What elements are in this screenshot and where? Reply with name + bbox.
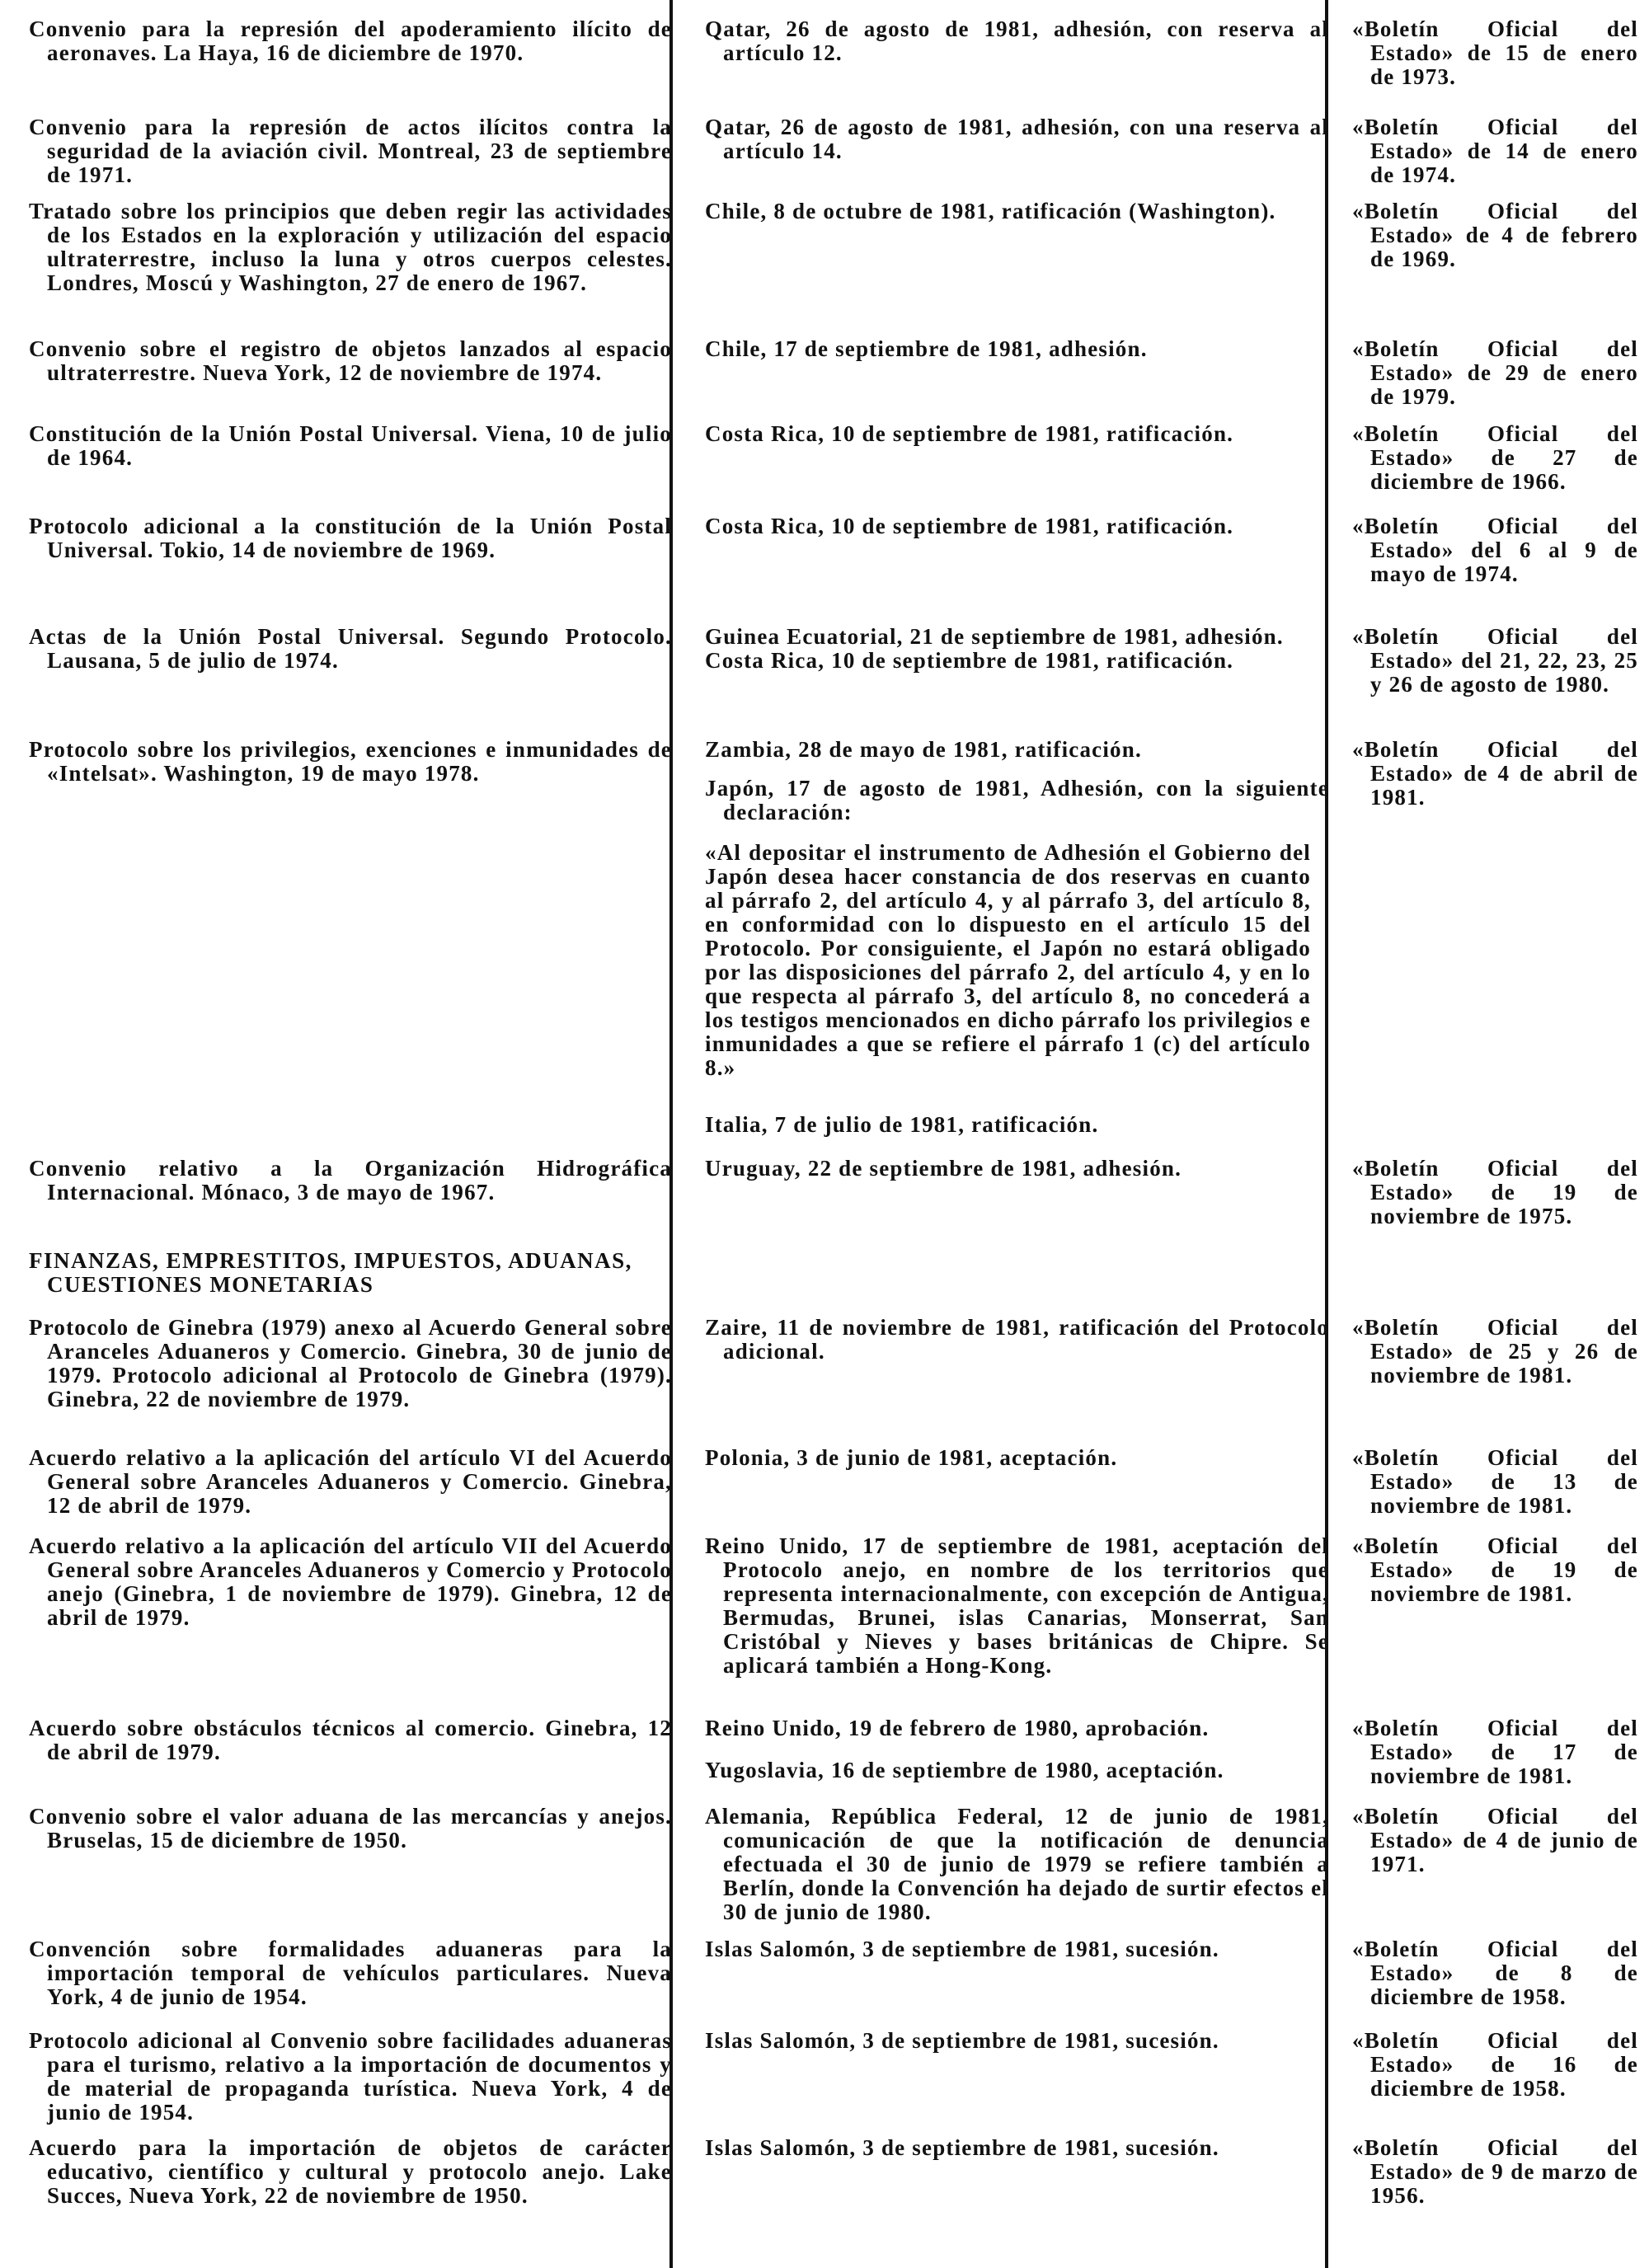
state-action: Chile, 8 de octubre de 1981, ratificación (Washington).: [705, 199, 1276, 223]
section-heading: FINANZAS, EMPRESTITOS, IMPUESTOS, ADUANAS, CUESTIONES MONETARIAS: [29, 1248, 632, 1297]
treaty-title: Acuerdo sobre obstáculos técnicos al comercio. Ginebra, 12 de abril de 1979.: [29, 1716, 672, 1764]
state-action: Islas Salomón, 3 de septiembre de 1981, sucesión.: [705, 1937, 1219, 1961]
boe-reference: «Boletín Oficial del Estado» de 15 de enero de 1973.: [1352, 16, 1638, 89]
boe-reference: «Boletín Oficial del Estado» de 19 de noviembre de 1981.: [1352, 1533, 1638, 1606]
boe-reference: «Boletín Oficial del Estado» de 4 de abril de 1981.: [1352, 737, 1638, 810]
state-action: Islas Salomón, 3 de septiembre de 1981, sucesión.: [705, 2028, 1219, 2053]
boe-reference: «Boletín Oficial del Estado» del 6 al 9 de mayo de 1974.: [1352, 514, 1638, 586]
state-action: Polonia, 3 de junio de 1981, aceptación.: [705, 1445, 1118, 1470]
treaty-title: Convenio sobre el registro de objetos lanzados al espacio ultraterrestre. Nueva York, 12 de noviembre de 1974.: [29, 336, 672, 385]
state-action: Reino Unido, 17 de septiembre de 1981, aceptación del Protocolo anejo, en nombre de los territorios que representa internacionalmente, con excepción de Antigua, Bermudas, Brunei, islas Canarias, Monserrat, San Cristóbal y Nieves y bases británicas de Chipre. Se aplicará también a Hong-Kong.: [705, 1533, 1329, 1678]
state-action: Islas Salomón, 3 de septiembre de 1981, sucesión.: [705, 2135, 1219, 2160]
boe-reference: «Boletín Oficial del Estado» de 14 de enero de 1974.: [1352, 115, 1638, 187]
boe-reference: «Boletín Oficial del Estado» de 4 de junio de 1971.: [1352, 1804, 1638, 1876]
state-action: Japón, 17 de agosto de 1981, Adhesión, con la siguiente declaración:: [705, 776, 1329, 824]
state-action: Costa Rica, 10 de septiembre de 1981, ratificación.: [705, 514, 1234, 538]
treaty-title: Convención sobre formalidades aduaneras para la importación temporal de vehículos particulares. Nueva York, 4 de junio de 1954.: [29, 1937, 672, 2009]
treaty-title: Constitución de la Unión Postal Universal. Viena, 10 de julio de 1964.: [29, 421, 672, 470]
boe-reference: «Boletín Oficial del Estado» de 27 de diciembre de 1966.: [1352, 421, 1638, 494]
boe-reference: «Boletín Oficial del Estado» de 17 de noviembre de 1981.: [1352, 1716, 1638, 1788]
treaty-title: Acuerdo relativo a la aplicación del artículo VII del Acuerdo General sobre Aranceles Aduaneros y Comercio y Protocolo anejo (Ginebra, 1 de noviembre de 1979). Ginebra, 12 de abril de 1979.: [29, 1533, 672, 1630]
boe-reference: «Boletín Oficial del Estado» del 21, 22, 23, 25 y 26 de agosto de 1980.: [1352, 624, 1638, 697]
treaty-title: Acuerdo para la importación de objetos de carácter educativo, científico y cultural y protocolo anejo. Lake Succes, Nueva York, 22 de noviembre de 1950.: [29, 2135, 672, 2208]
treaty-title: Protocolo adicional a la constitución de la Unión Postal Universal. Tokio, 14 de noviembre de 1969.: [29, 514, 672, 562]
treaty-title: Protocolo de Ginebra (1979) anexo al Acuerdo General sobre Aranceles Aduaneros y Comercio. Ginebra, 30 de junio de 1979. Protocolo adicional al Protocolo de Ginebra (1979). Ginebra, 22 de noviembre de 1979.: [29, 1315, 672, 1411]
boe-reference: «Boletín Oficial del Estado» de 4 de febrero de 1969.: [1352, 199, 1638, 271]
state-action: Alemania, República Federal, 12 de junio de 1981, comunicación de que la notificación de denuncia efectuada el 30 de junio de 1979 se refiere también a Berlín, donde la Convención ha dejado de surtir efectos el 30 de junio de 1980.: [705, 1804, 1329, 1924]
treaty-title: Acuerdo relativo a la aplicación del artículo VI del Acuerdo General sobre Aranceles Aduaneros y Comercio. Ginebra, 12 de abril de 1979.: [29, 1445, 672, 1518]
treaty-title: Tratado sobre los principios que deben regir las actividades de los Estados en la exploración y utilización del espacio ultraterrestre, incluso la luna y otros cuerpos celestes. Londres, Moscú y Washington, 27 de enero de 1967.: [29, 199, 672, 295]
treaty-title: Protocolo adicional al Convenio sobre facilidades aduaneras para el turismo, relativo a la importación de documentos y de material de propaganda turística. Nueva York, 4 de junio de 1954.: [29, 2028, 672, 2125]
state-action: Qatar, 26 de agosto de 1981, adhesión, con una reserva al artículo 14.: [705, 115, 1329, 163]
state-action: Reino Unido, 19 de febrero de 1980, aprobación.: [705, 1716, 1210, 1740]
boe-reference: «Boletín Oficial del Estado» de 9 de marzo de 1956.: [1352, 2135, 1638, 2208]
boe-reference: «Boletín Oficial del Estado» de 13 de noviembre de 1981.: [1352, 1445, 1638, 1518]
state-action: Zaire, 11 de noviembre de 1981, ratificación del Protocolo adicional.: [705, 1315, 1329, 1364]
state-action: «Al depositar el instrumento de Adhesión el Gobierno del Japón desea hacer constancia de dos reservas en cuanto al párrafo 2, del artículo 4, y al párrafo 3, del artículo 8, en conformidad con lo dispuesto en el artículo 15 del Protocolo. Por consiguiente, el Japón no estará obligado por las disposiciones del párrafo 2, del artículo 4, y en lo que respecta al párrafo 3, del artículo 8, no concederá a los testigos mencionados en dicho párrafo los privilegios e inmunidades a que se refiere el párrafo 1 (c) del artículo 8.»: [705, 840, 1311, 1080]
state-action: Uruguay, 22 de septiembre de 1981, adhesión.: [705, 1156, 1182, 1181]
state-action: Guinea Ecuatorial, 21 de septiembre de 1981, adhesión.: [705, 624, 1284, 649]
state-action: Qatar, 26 de agosto de 1981, adhesión, con reserva al artículo 12.: [705, 16, 1329, 65]
state-action: Zambia, 28 de mayo de 1981, ratificación.: [705, 737, 1142, 762]
boe-reference: «Boletín Oficial del Estado» de 8 de diciembre de 1958.: [1352, 1937, 1638, 2009]
boe-reference: «Boletín Oficial del Estado» de 19 de noviembre de 1975.: [1352, 1156, 1638, 1228]
treaty-title: Convenio sobre el valor aduana de las mercancías y anejos. Bruselas, 15 de diciembre de 1950.: [29, 1804, 672, 1852]
treaty-title: Protocolo sobre los privilegios, exenciones e inmunidades de «Intelsat». Washington, 19 de mayo 1978.: [29, 737, 672, 786]
boe-reference: «Boletín Oficial del Estado» de 25 y 26 de noviembre de 1981.: [1352, 1315, 1638, 1388]
treaty-title: Convenio para la represión de actos ilícitos contra la seguridad de la aviación civil. Montreal, 23 de septiembre de 1971.: [29, 115, 672, 187]
state-action: Italia, 7 de julio de 1981, ratificación.: [705, 1112, 1099, 1137]
state-action: Costa Rica, 10 de septiembre de 1981, ratificación.: [705, 648, 1234, 673]
state-action: Chile, 17 de septiembre de 1981, adhesión.: [705, 336, 1148, 361]
boe-reference: «Boletín Oficial del Estado» de 16 de diciembre de 1958.: [1352, 2028, 1638, 2101]
treaty-title: Actas de la Unión Postal Universal. Segundo Protocolo. Lausana, 5 de julio de 1974.: [29, 624, 672, 673]
boe-reference: «Boletín Oficial del Estado» de 29 de enero de 1979.: [1352, 336, 1638, 409]
treaty-title: Convenio para la represión del apoderamiento ilícito de aeronaves. La Haya, 16 de diciembre de 1970.: [29, 16, 672, 65]
state-action: Yugoslavia, 16 de septiembre de 1980, aceptación.: [705, 1758, 1224, 1782]
state-action: Costa Rica, 10 de septiembre de 1981, ratificación.: [705, 421, 1234, 446]
treaty-title: Convenio relativo a la Organización Hidrográfica Internacional. Mónaco, 3 de mayo de 1967.: [29, 1156, 672, 1204]
